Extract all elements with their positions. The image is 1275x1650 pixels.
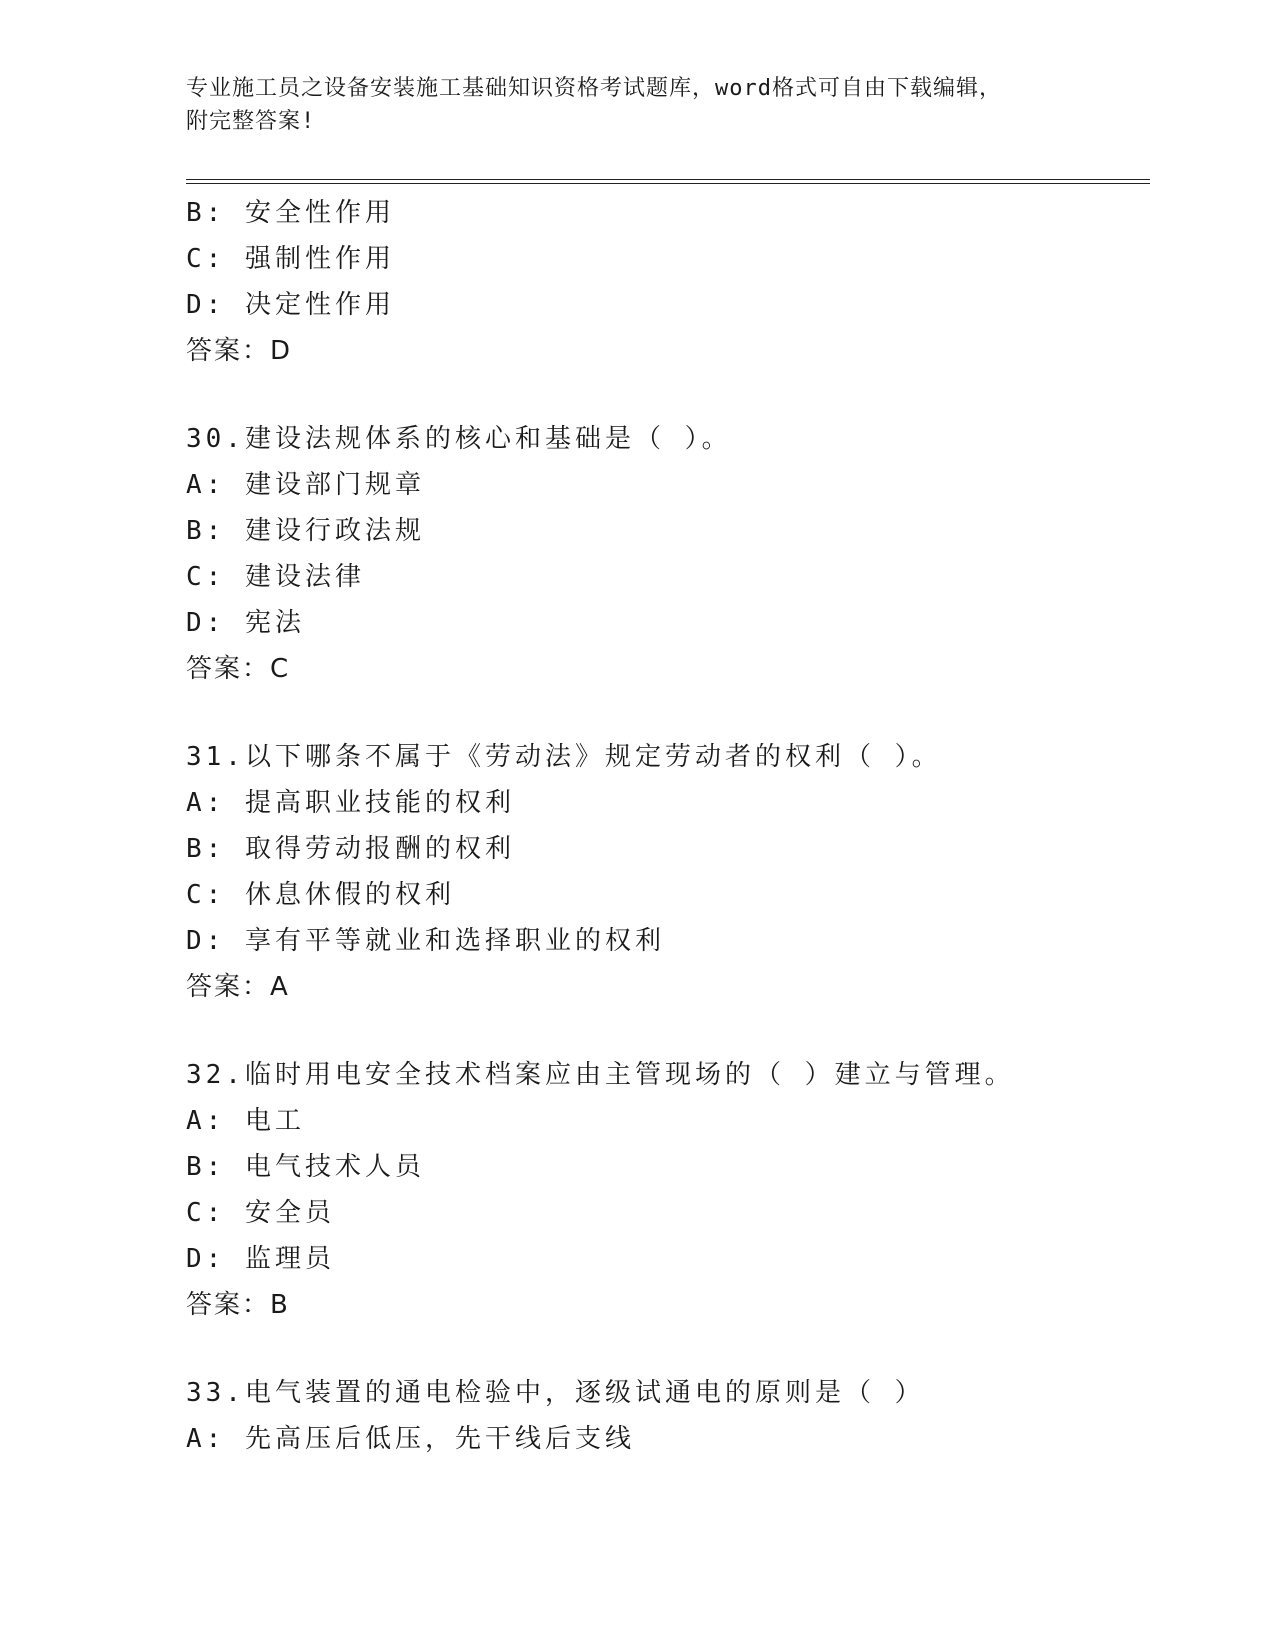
option-a: A: 电工 bbox=[186, 1106, 305, 1136]
option-b: B: 建设行政法规 bbox=[186, 516, 425, 546]
continued-question bbox=[186, 190, 1146, 374]
header-line-1: 专业施工员之设备安装施工基础知识资格考试题库，word格式可自由下载编辑， bbox=[186, 76, 1002, 101]
option-b: B: 安全性作用 bbox=[186, 198, 395, 228]
document-header bbox=[186, 72, 1086, 138]
header-rule-top bbox=[186, 179, 1150, 180]
option-d: D: 决定性作用 bbox=[186, 290, 395, 320]
question-list bbox=[186, 190, 1146, 1462]
answer-line: 答案：A bbox=[186, 972, 290, 1002]
question-stem: 32.临时用电安全技术档案应由主管现场的（ ）建立与管理。 bbox=[186, 1060, 1015, 1090]
question-31 bbox=[186, 734, 1146, 1010]
option-c: C: 强制性作用 bbox=[186, 244, 395, 274]
option-a: A: 先高压后低压，先干线后支线 bbox=[186, 1424, 635, 1454]
option-c: C: 安全员 bbox=[186, 1198, 335, 1228]
question-stem: 31.以下哪条不属于《劳动法》规定劳动者的权利（ ）。 bbox=[186, 742, 942, 772]
option-c: C: 建设法律 bbox=[186, 562, 365, 592]
answer-line: 答案：C bbox=[186, 654, 291, 684]
option-d: D: 享有平等就业和选择职业的权利 bbox=[186, 926, 665, 956]
option-a: A: 建设部门规章 bbox=[186, 470, 425, 500]
question-stem: 30.建设法规体系的核心和基础是（ ）。 bbox=[186, 424, 732, 454]
header-line-2: 附完整答案! bbox=[186, 109, 316, 134]
question-32 bbox=[186, 1052, 1146, 1328]
option-c: C: 休息休假的权利 bbox=[186, 880, 455, 910]
question-stem: 33.电气装置的通电检验中，逐级试通电的原则是（ ） bbox=[186, 1378, 925, 1408]
question-33 bbox=[186, 1370, 1146, 1462]
answer-line: 答案：D bbox=[186, 336, 293, 366]
question-30 bbox=[186, 416, 1146, 692]
option-b: B: 取得劳动报酬的权利 bbox=[186, 834, 515, 864]
option-d: D: 监理员 bbox=[186, 1244, 335, 1274]
option-b: B: 电气技术人员 bbox=[186, 1152, 425, 1182]
option-a: A: 提高职业技能的权利 bbox=[186, 788, 515, 818]
option-d: D: 宪法 bbox=[186, 608, 305, 638]
answer-line: 答案：B bbox=[186, 1290, 290, 1320]
header-rule-bottom bbox=[186, 183, 1150, 184]
